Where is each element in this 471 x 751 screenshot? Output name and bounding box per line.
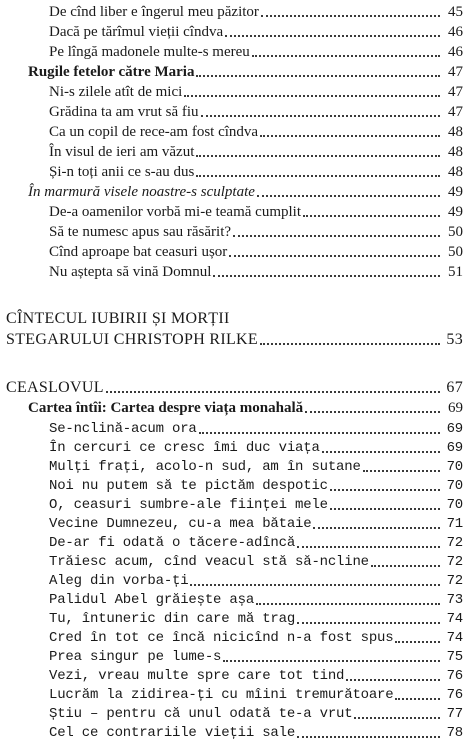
toc-entry-title: Rugile fetelor către Maria (28, 64, 195, 80)
dot-leader (196, 155, 440, 157)
toc-entry (0, 629, 471, 647)
toc-entry-page: 67 (446, 379, 463, 396)
toc-entry-title: Cartea întîi: Cartea despre viața monahală (28, 400, 304, 416)
toc-entry (0, 103, 471, 121)
toc-part-entry (0, 331, 471, 349)
toc-entry-title: Nu aștepta să vină Domnul (49, 264, 212, 280)
toc-entry-title: CÎNTECUL IUBIRII ȘI MORȚII (6, 310, 230, 327)
toc-entry-page: 49 (448, 204, 463, 220)
dot-leader (363, 470, 440, 472)
toc-entry (0, 724, 471, 742)
toc-entry (0, 43, 471, 61)
toc-entry-title: Se-nclină-acum ora (49, 421, 197, 437)
toc-entry-title: Ca un copil de rece-am fost cîndva (49, 124, 259, 140)
toc-entry-page: 48 (448, 124, 463, 140)
toc-part-heading (0, 310, 471, 328)
dot-leader (190, 584, 440, 586)
toc-entry-page: 73 (446, 592, 463, 608)
toc-entry-page: 69 (446, 440, 463, 456)
toc-entry-title: STEGARULUI CHRISTOPH RILKE (6, 331, 258, 348)
toc-entry-title: O, ceasuri sumbre-ale ființei mele (49, 497, 328, 513)
toc-entry (0, 243, 471, 261)
toc-entry-page: 69 (448, 400, 463, 416)
dot-leader (106, 391, 440, 393)
toc-entry-page: 50 (448, 244, 463, 260)
toc-part-entry (0, 379, 471, 397)
toc-entry-page: 46 (448, 44, 463, 60)
toc-entry-page: 70 (446, 459, 463, 475)
toc-entry-page: 78 (446, 725, 463, 741)
dot-leader (297, 622, 440, 624)
dot-leader (201, 115, 440, 117)
toc-entry (0, 203, 471, 221)
toc-entry (0, 439, 471, 457)
dot-leader (354, 717, 440, 719)
dot-leader (297, 736, 440, 738)
toc-entry (0, 496, 471, 514)
dot-leader (371, 565, 440, 567)
dot-leader (260, 343, 440, 345)
toc-entry-page: 51 (448, 264, 463, 280)
toc-entry-title: Dacă pe tărîmul vieții cîndva (49, 24, 224, 40)
toc-entry-title: Grădina ta am vrut să fiu (49, 104, 199, 120)
dot-leader (395, 641, 440, 643)
toc-section-entry (0, 399, 471, 417)
toc-entry-title: Să te numesc apus sau răsărit? (49, 224, 232, 240)
toc-entry-title: Vecine Dumnezeu, cu-a mea bătaie (49, 516, 312, 532)
toc-entry-page: 72 (446, 554, 463, 570)
toc-entry-page: 47 (448, 84, 463, 100)
dot-leader (184, 95, 440, 97)
dot-leader (260, 135, 440, 137)
toc-entry-page: 74 (446, 611, 463, 627)
toc-entry-title: De-ar fi odată o tăcere-adîncă (49, 535, 296, 551)
toc-entry (0, 143, 471, 161)
toc-section-entry (0, 63, 471, 81)
toc-entry-page: 72 (446, 535, 463, 551)
toc-entry-page: 45 (448, 4, 463, 20)
toc-entry (0, 458, 471, 476)
toc-entry (0, 3, 471, 21)
toc-entry-title: Știu – pentru că unul odată te-a vrut (49, 706, 353, 722)
toc-entry-title: CEASLOVUL (6, 379, 104, 396)
dot-leader (330, 508, 440, 510)
dot-leader (199, 432, 440, 434)
toc-entry (0, 420, 471, 438)
toc-entry (0, 553, 471, 571)
dot-leader (223, 660, 440, 662)
dot-leader (229, 255, 440, 257)
dot-leader (346, 679, 440, 681)
toc-entry (0, 83, 471, 101)
toc-entry-page: 47 (448, 104, 463, 120)
toc-entry-page: 71 (446, 516, 463, 532)
dot-leader (395, 698, 440, 700)
dot-leader (313, 527, 440, 529)
toc-entry-page: 53 (446, 331, 463, 348)
dot-leader (330, 489, 440, 491)
toc-entry-title: Noi nu putem să te pictăm despotic (49, 478, 328, 494)
toc-entry-title: Ni-s zilele atît de mici (49, 84, 183, 100)
toc-entry (0, 534, 471, 552)
dot-leader (196, 75, 440, 77)
toc-entry-page: 77 (446, 706, 463, 722)
toc-entry (0, 610, 471, 628)
dot-leader (252, 55, 440, 57)
toc-entry (0, 667, 471, 685)
toc-entry-page: 70 (446, 497, 463, 513)
toc-entry-page: 48 (448, 164, 463, 180)
toc-entry-page: 49 (448, 184, 463, 200)
toc-entry-page: 48 (448, 144, 463, 160)
toc-entry-title: Tu, întuneric din care mă trag (49, 611, 296, 627)
dot-leader (196, 175, 440, 177)
toc-entry (0, 591, 471, 609)
toc-entry-title: În cercuri ce cresc îmi duc viața (49, 440, 320, 456)
toc-entry (0, 686, 471, 704)
toc-entry (0, 23, 471, 41)
dot-leader (305, 411, 440, 413)
toc-entry-page: 72 (446, 573, 463, 589)
dot-leader (297, 546, 440, 548)
toc-entry-page: 76 (446, 687, 463, 703)
toc-entry-title: Trăiesc acum, cînd veacul stă să-ncline (49, 554, 369, 570)
toc-entry (0, 572, 471, 590)
toc-entry (0, 123, 471, 141)
toc-entry-page: 69 (446, 421, 463, 437)
toc-entry-title: În visul de ieri am văzut (49, 144, 195, 160)
toc-entry-title: Vezi, vreau multe spre care tot tind (49, 668, 345, 684)
toc-entry (0, 223, 471, 241)
dot-leader (213, 275, 440, 277)
toc-entry-title: Cred în tot ce încă nicicînd n-a fost spus (49, 630, 394, 646)
toc-entry-title: Și-n toți anii ce s-au dus (49, 164, 195, 180)
toc-entry (0, 477, 471, 495)
toc-entry-title: Palidul Abel grăiește așa (49, 592, 255, 608)
toc-entry-page: 74 (446, 630, 463, 646)
toc-entry-page: 50 (448, 224, 463, 240)
dot-leader (225, 35, 440, 37)
dot-leader (233, 235, 440, 237)
toc-entry-page: 70 (446, 478, 463, 494)
toc-entry-title: Aleg din vorba-ți (49, 573, 189, 589)
dot-leader (257, 195, 440, 197)
dot-leader (303, 215, 440, 217)
toc-entry-title: Lucrăm la zidirea-ți cu mîini tremurătoare (49, 687, 394, 703)
toc-entry-title: Cînd aproape bat ceasuri ușor (49, 244, 228, 260)
toc-entry-title: Cel ce contrariile vieții sale (49, 725, 296, 741)
toc-entry-page: 75 (446, 649, 463, 665)
toc-entry (0, 263, 471, 281)
toc-entry-title: Prea singur pe lume-s (49, 649, 222, 665)
dot-leader (322, 451, 440, 453)
toc-entry (0, 515, 471, 533)
toc-entry (0, 163, 471, 181)
toc-entry-title: În marmură visele noastre-s sculptate (28, 184, 255, 200)
toc-entry (0, 705, 471, 723)
toc-entry-page: 76 (446, 668, 463, 684)
toc-section-entry (0, 183, 471, 201)
dot-leader (261, 15, 440, 17)
toc-entry-title: De cînd liber e îngerul meu păzitor (49, 4, 259, 20)
toc-entry-title: De-a oamenilor vorbă mi-e teamă cumplit (49, 204, 301, 220)
toc-entry-title: Pe lîngă madonele multe-s mereu (49, 44, 250, 60)
toc-entry-page: 46 (448, 24, 463, 40)
toc-entry-title: Mulți frați, acolo-n sud, am în sutane (49, 459, 361, 475)
dot-leader (256, 603, 440, 605)
toc-entry-page: 47 (448, 64, 463, 80)
toc-entry (0, 648, 471, 666)
